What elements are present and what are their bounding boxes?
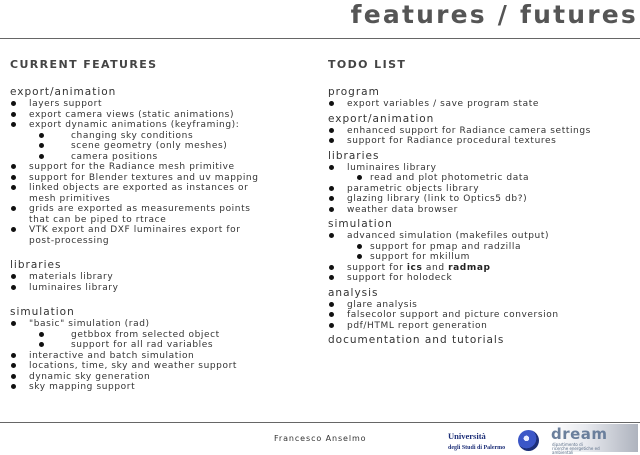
list-item: weather data browser bbox=[328, 205, 640, 216]
list-item bbox=[10, 225, 315, 246]
list-item: falsecolor support and picture conversion bbox=[328, 310, 640, 321]
list-item: advanced simulation (makefiles output) bbox=[328, 231, 640, 242]
dream-logo bbox=[550, 424, 638, 455]
item-text-cont: that can be piped to rtrace bbox=[29, 214, 167, 225]
sub-list-item: scene geometry (only meshes) bbox=[10, 141, 315, 152]
todo-libraries-list bbox=[328, 163, 640, 216]
current-features-heading: CURRENT FEATURES bbox=[10, 58, 158, 71]
list-item: export camera views (static animations) bbox=[10, 110, 315, 121]
item-text: support for bbox=[347, 262, 407, 273]
item-text: VTK export and DXF luminaires export for bbox=[29, 225, 241, 235]
author-name: Francesco Anselmo bbox=[274, 434, 367, 443]
todo-simulation-list bbox=[328, 231, 640, 284]
university-line1: Università bbox=[448, 431, 486, 441]
list-item bbox=[10, 183, 315, 204]
sub-list-item: support for mkillum bbox=[328, 252, 640, 263]
sub-list-item: support for all rad variables bbox=[10, 340, 315, 351]
item-text: and bbox=[422, 262, 449, 273]
list-item: "basic" simulation (rad) bbox=[10, 319, 315, 330]
section-title-libraries: libraries bbox=[10, 259, 62, 271]
section-title-export: export/animation bbox=[328, 112, 435, 125]
list-item: export variables / save program state bbox=[328, 99, 640, 110]
todo-column bbox=[328, 58, 640, 346]
list-item: glare analysis bbox=[328, 300, 640, 311]
list-item: support for Radiance procedural textures bbox=[328, 136, 640, 147]
list-item: support for Blender textures and uv mapping bbox=[10, 173, 315, 184]
list-item: dynamic sky generation bbox=[10, 372, 315, 383]
sub-list-item: read and plot photometric data bbox=[328, 173, 640, 184]
sub-list-item: camera positions bbox=[10, 152, 315, 163]
list-item bbox=[10, 204, 315, 225]
sub-list-item: changing sky conditions bbox=[10, 131, 315, 142]
todo-heading: TODO LIST bbox=[328, 58, 407, 71]
list-item: support for holodeck bbox=[328, 273, 640, 284]
program-list bbox=[328, 99, 640, 110]
section-title-program: program bbox=[328, 86, 380, 98]
sub-list-item: getbbox from selected object bbox=[10, 330, 315, 341]
list-item: support for the Radiance mesh primitive bbox=[10, 162, 315, 173]
list-item: glazing library (link to Optics5 db?) bbox=[328, 194, 640, 205]
list-item: luminaires library bbox=[328, 163, 640, 174]
item-text: linked objects are exported as instances or bbox=[29, 183, 249, 193]
header-divider bbox=[0, 38, 640, 39]
item-text-cont: post-processing bbox=[29, 235, 110, 246]
export-list bbox=[10, 99, 315, 246]
libraries-list bbox=[10, 272, 315, 293]
section-title-simulation: simulation bbox=[10, 306, 75, 318]
list-item: materials library bbox=[10, 272, 315, 283]
university-seal-icon bbox=[518, 430, 539, 451]
analysis-list bbox=[328, 300, 640, 332]
list-item: interactive and batch simulation bbox=[10, 351, 315, 362]
section-title-simulation: simulation bbox=[328, 218, 393, 230]
footer-divider bbox=[0, 422, 640, 423]
sub-list-item: support for pmap and radzilla bbox=[328, 242, 640, 253]
section-title-libraries: libraries bbox=[328, 149, 380, 162]
list-item: locations, time, sky and weather support bbox=[10, 361, 315, 372]
current-features-column bbox=[10, 58, 315, 393]
list-item: pdf/HTML report generation bbox=[328, 321, 640, 332]
list-item: enhanced support for Radiance camera settings bbox=[328, 126, 640, 137]
list-item: parametric objects library bbox=[328, 184, 640, 195]
list-item: export dynamic animations (keyframing): bbox=[10, 120, 315, 131]
page-title: features / futures bbox=[350, 0, 638, 29]
list-item: sky mapping support bbox=[10, 382, 315, 393]
dream-logo-subtitle: dipartimento di ricerche energetiche ed ambientali bbox=[552, 442, 600, 455]
dream-logo-text: dream bbox=[551, 425, 608, 443]
university-line2: degli Studi di Palermo bbox=[448, 445, 506, 451]
list-item: luminaires library bbox=[10, 283, 315, 294]
todo-export-list bbox=[328, 126, 640, 147]
list-item: layers support bbox=[10, 99, 315, 110]
section-title-export: export/animation bbox=[10, 86, 117, 98]
list-item bbox=[328, 263, 640, 274]
section-title-analysis: analysis bbox=[328, 286, 379, 299]
item-text: grids are exported as measurements points bbox=[29, 204, 251, 214]
university-name bbox=[448, 431, 505, 453]
radmap-keyword: radmap bbox=[448, 262, 491, 273]
ics-keyword: ics bbox=[406, 262, 423, 273]
section-title-documentation: documentation and tutorials bbox=[328, 334, 505, 346]
item-text-cont: mesh primitives bbox=[29, 193, 111, 204]
simulation-list bbox=[10, 319, 315, 393]
